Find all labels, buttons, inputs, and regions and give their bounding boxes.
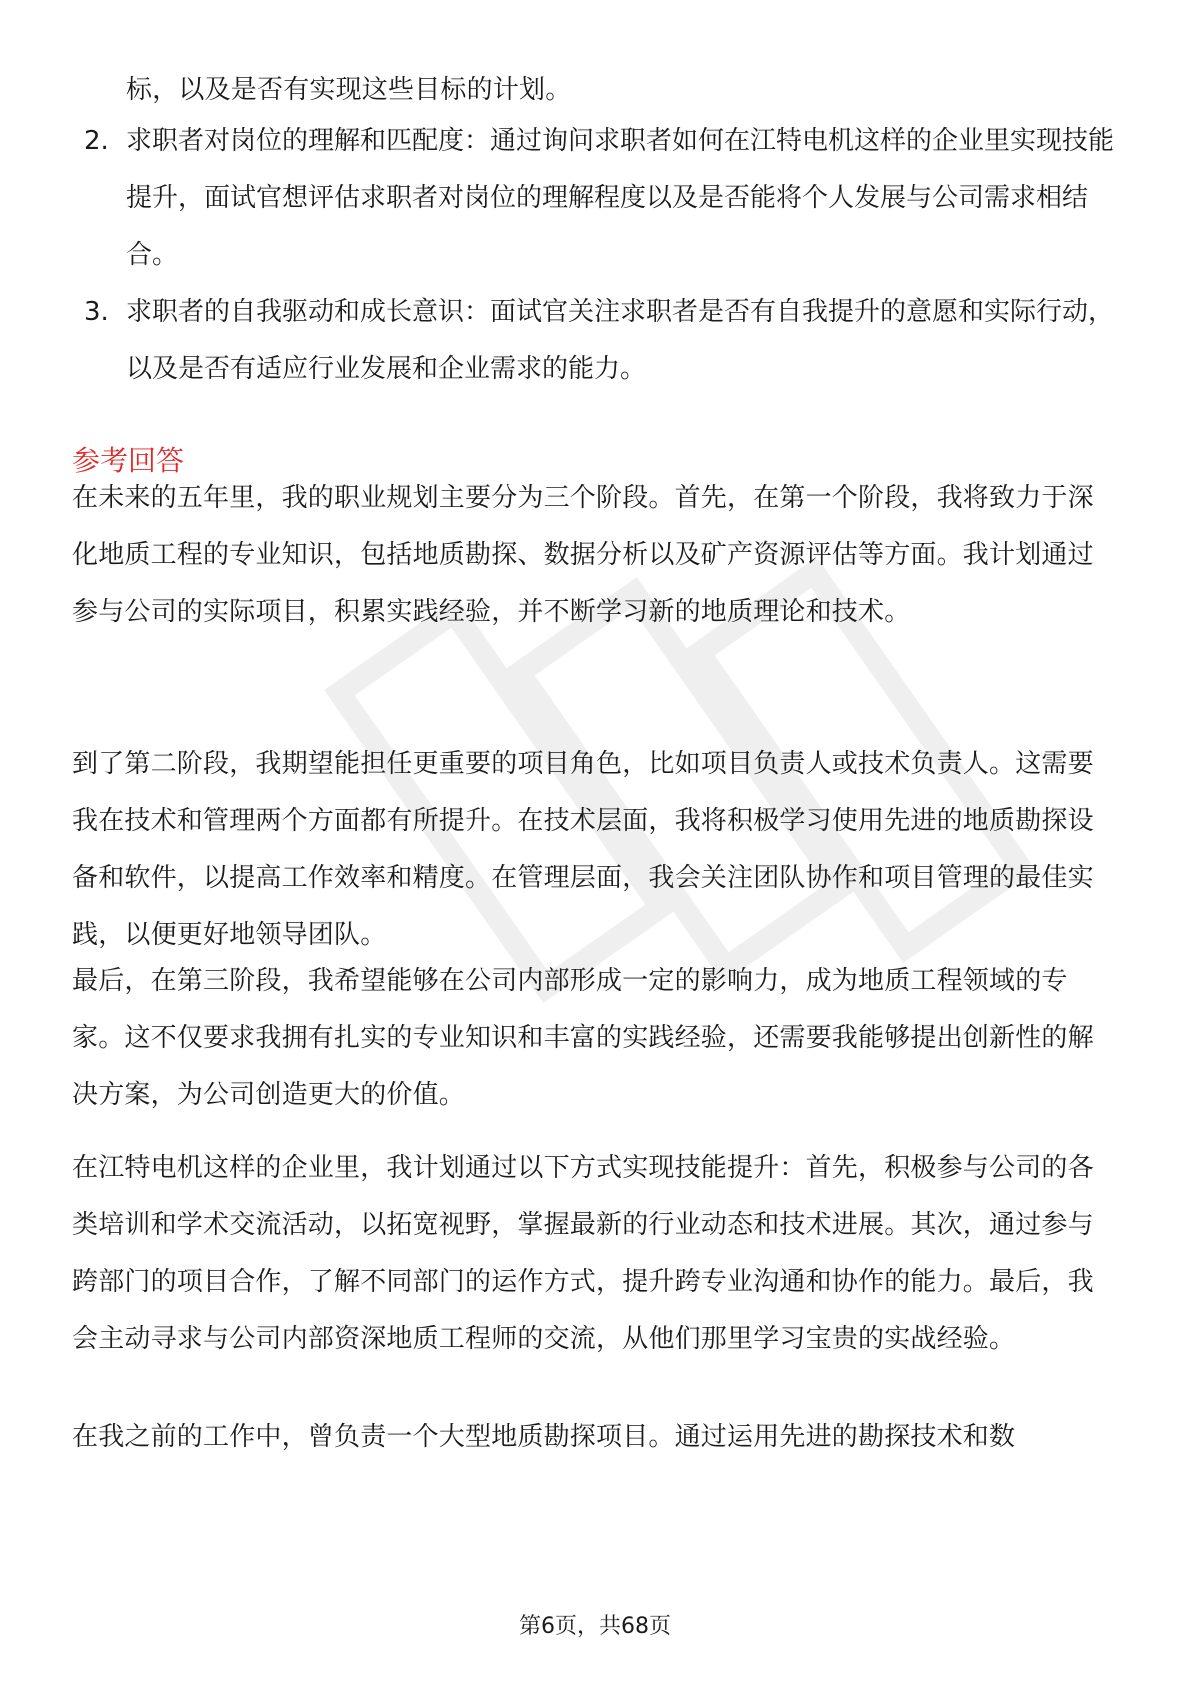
list-item-text: 求职者的自我驱动和成长意识：面试官关注求职者是否有自我提升的意愿和实际行动，以及是否有适应行业发展和企业需求的能力。: [126, 297, 1115, 384]
intro-continuation: 标，以及是否有实现这些目标的计划。: [126, 75, 572, 105]
answer-paragraph: 在未来的五年里，我的职业规划主要分为三个阶段。首先，在第一个阶段，我将致力于深化地质工程的专业知识，包括地质勘探、数据分析以及矿产资源评估等方面。我计划通过参与公司的实际项目，积累实践经验，并不断学习新的地质理论和技术。: [72, 483, 1094, 627]
list-item: [72, 284, 1118, 398]
list-number: 3.: [84, 297, 109, 327]
list-item-text: 求职者对岗位的理解和匹配度：通过询问求职者如何在江特电机这样的企业里实现技能提升，面试官想评估求职者对岗位的理解程度以及是否能将个人发展与公司需求相结合。: [126, 126, 1115, 270]
section-heading: 参考回答: [72, 444, 185, 477]
list-number: 2.: [84, 126, 109, 156]
answer-paragraph: 在我之前的工作中，曾负责一个大型地质勘探项目。通过运用先进的勘探技术和数: [72, 1422, 1016, 1452]
list-item: [72, 113, 1118, 284]
criteria-list: [72, 113, 1118, 398]
answer-paragraph: 在江特电机这样的企业里，我计划通过以下方式实现技能提升：首先，积极参与公司的各类培训和学术交流活动，以拓宽视野，掌握最新的行业动态和技术进展。其次，通过参与跨部门的项目合作，了解不同部门的运作方式，提升跨专业沟通和协作的能力。最后，我会主动寻求与公司内部资深地质工程师的交流，从他们那里学习宝贵的实战经验。: [72, 1153, 1094, 1354]
page-footer: 第6页，共68页: [519, 1614, 671, 1639]
answer-paragraph: 最后，在第三阶段，我希望能够在公司内部形成一定的影响力，成为地质工程领域的专家。这不仅要求我拥有扎实的专业知识和丰富的实践经验，还需要我能够提出创新性的解决方案，为公司创造更大的价值。: [72, 966, 1094, 1110]
answer-paragraph: 到了第二阶段，我期望能担任更重要的项目角色，比如项目负责人或技术负责人。这需要我在技术和管理两个方面都有所提升。在技术层面，我将积极学习使用先进的地质勘探设备和软件，以提高工作效率和精度。在管理层面，我会关注团队协作和项目管理的最佳实践，以便更好地领导团队。: [72, 749, 1094, 950]
